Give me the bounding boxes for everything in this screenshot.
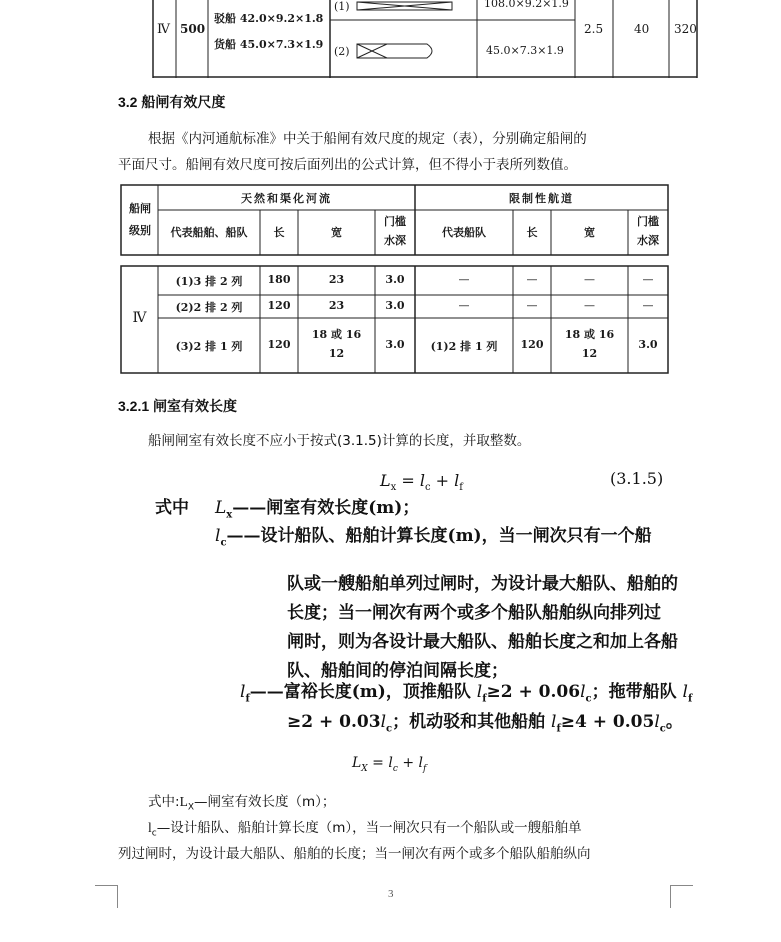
page-number: 3 [388,888,394,900]
lock-header-rep-fleet: 代表船舶、船队 [170,226,248,239]
row2-sill2: — [642,299,654,312]
lock-header-length: 长 [273,226,285,239]
row1-sill2: — [642,273,654,286]
row3-wid2: 18 或 16 12 [564,328,615,360]
formula-eq-number: (3.1.5) [610,469,664,488]
section-3-2-1-paragraph: 船闸闸室有效长度不应小于按式(3.1.5)计算的长度，并取整数。 [148,433,531,449]
typed-formula: $L_X = l_c + l_f$ [352,755,427,774]
typed-lc-line-1: $l_c—$设计船队、船舶计算长度（m），当一闸次只有一个船队或一艘船舶单 [148,820,582,839]
lf-def-text-1b: ≥2 + 0.06 [486,682,581,702]
row2-wid2: — [584,299,595,312]
row2-sill: 3.0 [385,299,405,312]
lc-def-text-2: 队或一艘船舶单列过闸时，为设计最大船队、船舶的 [287,574,678,594]
section-3-2-1-title: 3.2.1 闸室有效长度 [118,398,238,414]
lc-def-text-1: ——设计船队、船舶计算长度(m)，当一闸次只有一个船 [226,526,652,546]
lock-header-restricted: 限制性航道 [509,192,574,205]
row2-fleet: (2)2 排 2 列 [175,301,243,314]
formula-where: 式中 [155,498,189,518]
row1-sill: 3.0 [385,273,405,286]
lc-def-text-5: 队、船舶间的停泊间隔长度； [287,661,508,681]
lc-def-text-3: 长度；当一闸次有两个或多个船队船舶纵向排列过 [287,603,661,623]
lock-header-rep-fleet-2: 代表船队 [442,226,486,239]
lf-def-text-1: ——富裕长度(m)，顶推船队 [249,682,471,702]
top-tonnage: 500 [180,22,206,36]
row1-len2: — [526,273,538,286]
lf-def-text-1c: ；拖带船队 [591,682,677,702]
top-barge: 驳船 42.0×9.2×1.8 [214,12,324,25]
formula-equation: $L_x = l_c + l_f$ [380,471,463,494]
lock-class: Ⅳ [132,310,147,326]
lock-header-sill-2: 门槛 水深 [637,215,659,247]
lc-def-text-4: 闸时，则为各设计最大船队、船舶长度之和加上各船 [287,632,678,652]
top-v2: 320 [674,22,697,36]
row2-len: 120 [267,299,291,312]
row3-len2: 120 [520,338,544,351]
lock-header-sill: 门槛 水深 [384,215,406,247]
row3-len: 120 [267,338,291,351]
row3-sill: 3.0 [385,338,405,351]
typed-lc-line-2: 列过闸时，为设计最大船队、船舶的长度；当一闸次有两个或多个船队船舶纵向 [118,846,591,862]
formula-lx-def: $L_x——$闸室有效长度(m)； [215,498,420,521]
para-line-2: 平面尺寸。船闸有效尺度可按后面列出的公式计算，但不得小于表所列数值。 [118,157,577,173]
top-table-fragment [152,0,700,78]
row2-fleet2: — [458,299,470,312]
typed-lc-text-1: —设计船队、船舶计算长度（m），当一闸次只有一个船队或一艘船舶单 [156,820,582,836]
top-dim1: 108.0×9.2×1.9 [484,0,569,10]
row3-sill2: 3.0 [638,338,658,351]
lf-def-text-2b: ；机动驳和其他船舶 [392,712,546,732]
top-type1: (1) [334,0,350,13]
typed-where-line: 式中$:L_X—$闸室有效长度（m）； [148,794,336,813]
lf-def-text-2a: ≥2 + 0.03 [287,712,381,732]
top-cargo: 货船 45.0×7.3×1.9 [214,38,324,51]
formula-lf-def-2: $\ge 2 + 0.03l_c$；机动驳和其他船舶 $l_f\ge 4 + 0.05l_c$。 [287,712,683,735]
lf-def-text-2c: ≥4 + 0.05 [560,712,655,732]
lock-header-width-2: 宽 [584,226,595,239]
row3-wid: 18 或 16 12 [311,328,362,360]
page-corner-mark-left [95,885,118,908]
row1-fleet: (1)3 排 2 列 [175,275,243,288]
typed-where: 式中: [148,794,180,810]
row2-wid: 23 [328,299,345,312]
row1-fleet2: — [458,273,470,286]
lock-header-class: 船闸 级别 [129,202,151,237]
row3-fleet: (3)2 排 1 列 [175,340,243,353]
lock-dimension-table [120,184,670,374]
formula-lf-def: $l_f——$富裕长度(m)，顶推船队 $l_f\ge 2 + 0.06l_c$；拖带船队 $l_f$ [240,682,693,705]
top-v1: 40 [634,22,650,36]
lock-header-natural: 天然和渠化河流 [241,192,332,205]
top-depth: 2.5 [584,22,604,36]
section-3-2-title: 3.2 船闸有效尺度 [118,94,226,110]
formula-lc-def: $l_c——$设计船队、船舶计算长度(m)，当一闸次只有一个船 [215,526,652,549]
row1-wid2: — [584,273,595,286]
top-dim2: 45.0×7.3×1.9 [486,44,564,57]
section-3-2-paragraph [118,126,688,178]
row3-fleet2: (1)2 排 1 列 [430,340,498,353]
lock-header-length-2: 长 [526,226,538,239]
typed-lx-line: —闸室有效长度（m）； [193,794,336,810]
lx-def-text: ——闸室有效长度(m)； [232,498,420,518]
lock-header-width: 宽 [331,226,342,239]
row1-len: 180 [267,273,291,286]
formula-lc-continuation [287,570,707,686]
page-corner-mark-right [670,885,693,908]
top-class: Ⅳ [157,22,170,37]
row2-len2: — [526,299,538,312]
top-type2: (2) [334,45,350,58]
para-line-1: 根据《内河通航标准》中关于船闸有效尺度的规定（表），分别确定船闸的 [148,131,587,147]
row1-wid: 23 [328,273,345,286]
